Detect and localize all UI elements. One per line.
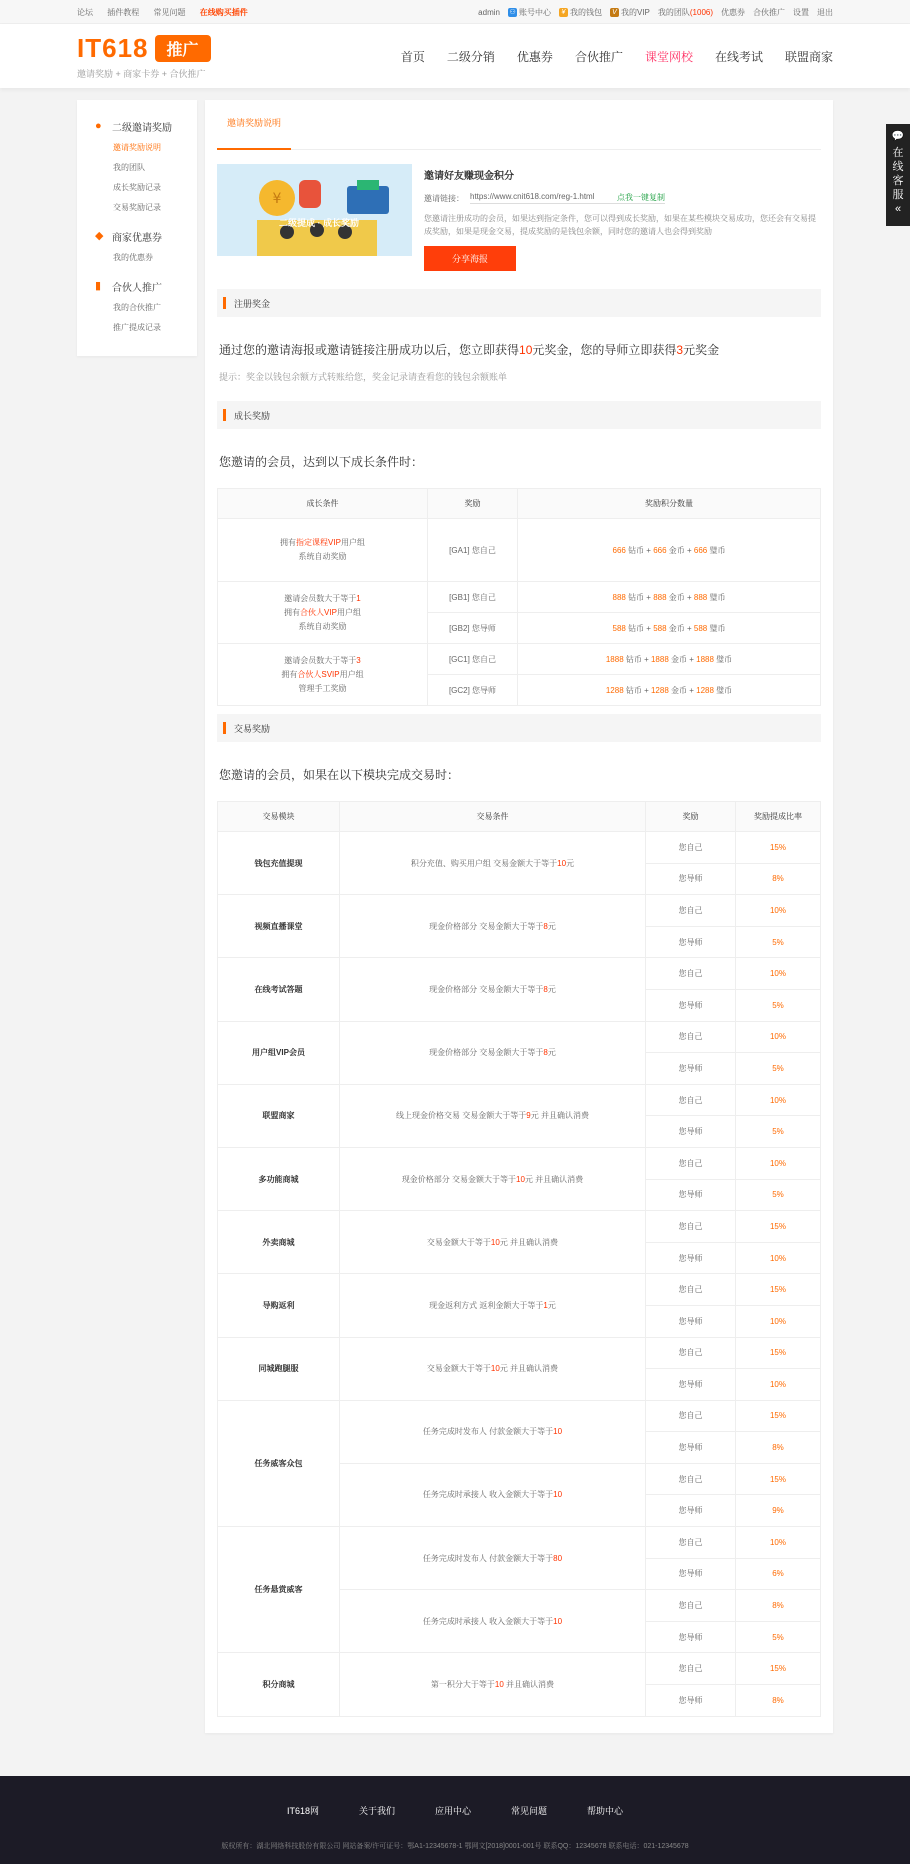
nav-home[interactable]: 首页 [400, 49, 425, 64]
main-content [205, 100, 833, 1733]
register-tip: 提示：奖金以钱包余额方式转账给您，奖金记录请查看您的钱包余额账单 [219, 372, 508, 382]
online-service-button[interactable] [886, 124, 910, 226]
reward-target: 您自己 [646, 958, 736, 990]
footer-link-apps[interactable]: 应用中心 [434, 1806, 471, 1816]
reward-rate: 15% [736, 1211, 821, 1243]
sidebar-group-invite[interactable] [77, 114, 197, 138]
sidebar-group-title: 商家优惠券 [112, 232, 162, 244]
nav-school[interactable]: 课堂网校 [644, 49, 693, 64]
reward-rate: 10% [736, 1147, 821, 1179]
trade-module: 任务悬赏威客 [218, 1527, 340, 1653]
logout-link[interactable]: 退出 [817, 7, 833, 17]
reward-rate: 10% [736, 895, 821, 927]
team-link[interactable]: 我的团队 (1006) [657, 7, 713, 17]
trade-module: 钱包充值提现 [218, 832, 340, 895]
nav-distribution[interactable]: 二级分销 [446, 49, 495, 64]
growth-table [217, 488, 821, 706]
invite-link[interactable]: https://www.cnit618.com/reg-1.html [470, 192, 595, 201]
trade-condition: 任务完成时承接人 收入金额大于等于10 [340, 1463, 646, 1526]
main-nav [379, 48, 833, 65]
reward-target: 您导师 [646, 989, 736, 1021]
reward-target: 您导师 [646, 1685, 736, 1717]
reward-target: 您导师 [646, 1432, 736, 1464]
wallet-link[interactable]: ¥ 我的钱包 [559, 7, 602, 18]
table-header: 成长条件 [218, 489, 428, 519]
wallet-icon: ¥ [559, 8, 568, 17]
copy-link-button[interactable]: 点我一键复制 [617, 193, 665, 202]
footer-link-faq[interactable]: 常见问题 [511, 1806, 548, 1816]
reward-rate: 5% [736, 1621, 821, 1653]
reward-rate: 5% [736, 926, 821, 958]
trade-module: 积分商城 [218, 1653, 340, 1716]
reward-target: 您自己 [646, 1021, 736, 1053]
intro-title: 邀请好友赚现金积分 [424, 171, 514, 182]
reward-rate: 10% [736, 1242, 821, 1274]
person-icon: ● [95, 119, 102, 132]
sidebar-group-title: 二级邀请奖励 [112, 122, 172, 134]
reward-rate: 9% [736, 1495, 821, 1527]
trade-condition: 现金价格部分 交易金额大于等于8元 [340, 895, 646, 958]
reward-rate: 8% [736, 863, 821, 895]
reward-rate: 5% [736, 1116, 821, 1148]
reward-target: 您导师 [646, 1242, 736, 1274]
sidebar-item-my-team[interactable]: 我的团队 [113, 163, 145, 172]
reward-rate: 10% [736, 1305, 821, 1337]
trade-condition: 现金返利方式 返利金额大于等于1元 [340, 1274, 646, 1337]
register-bonus-text: 通过您的邀请海报或邀请链接注册成功以后，您立即获得10元奖金，您的导师立即获得3元奖金 [219, 343, 720, 357]
trade-intro: 您邀请的会员，如果在以下模块完成交易时： [219, 768, 460, 782]
settings-link[interactable]: 设置 [793, 7, 809, 17]
chat-icon: 💬 [891, 131, 905, 142]
reward-rate: 5% [736, 1179, 821, 1211]
reward-target: 您自己 [646, 1337, 736, 1369]
topbar-link-tutorial[interactable]: 插件教程 [107, 7, 140, 17]
reward-target: 您导师 [646, 1305, 736, 1337]
section-trade-reward: 交易奖励 [217, 714, 821, 742]
reward-target: 您导师 [646, 926, 736, 958]
reward-target: 您导师 [646, 1116, 736, 1148]
trade-condition: 积分充值、购买用户组 交易金额大于等于10元 [340, 832, 646, 895]
table-header: 奖励提成比率 [736, 802, 821, 832]
user-icon: ⚇ [509, 8, 516, 16]
reward-target: 您自己 [646, 1463, 736, 1495]
reward-target: 您自己 [646, 1274, 736, 1306]
reward-target: 您自己 [646, 1211, 736, 1243]
double-chevron-left-icon: « [894, 203, 902, 215]
reward-rate: 6% [736, 1558, 821, 1590]
growth-condition: 拥有指定课程VIP用户组 系统自动奖励 [218, 519, 428, 582]
topbar-link-faq[interactable]: 常见问题 [153, 7, 186, 17]
reward-rate: 15% [736, 1653, 821, 1685]
nav-exam[interactable]: 在线考试 [714, 49, 763, 64]
table-header: 交易条件 [340, 802, 646, 832]
trade-module: 导购返利 [218, 1274, 340, 1337]
trade-condition: 现金价格部分 交易金额大于等于8元 [340, 1021, 646, 1084]
reward-rate: 10% [736, 1084, 821, 1116]
site-header [0, 24, 910, 88]
reward-rate: 5% [736, 1053, 821, 1085]
reward-amount: 666 钻币 + 666 金币 + 666 璧币 [518, 519, 821, 582]
top-bar [0, 0, 910, 24]
footer-link-home[interactable]: IT618网 [286, 1806, 319, 1816]
sidebar-item-my-partner[interactable]: 我的合伙推广 [113, 303, 161, 312]
topbar-link-forum[interactable]: 论坛 [77, 7, 93, 17]
trade-condition: 现金价格部分 交易金额大于等于8元 [340, 958, 646, 1021]
username-link[interactable]: admin [478, 7, 500, 17]
invite-link-label: 邀请链接： [424, 193, 464, 203]
table-header: 奖励积分数量 [518, 489, 821, 519]
table-header: 奖励 [646, 802, 736, 832]
reward-target: 您导师 [646, 1179, 736, 1211]
share-poster-button[interactable]: 分享海报 [424, 246, 516, 271]
trade-module: 任务威客众包 [218, 1400, 340, 1526]
online-service-label: 在线客服 [892, 147, 904, 201]
reward-rate: 15% [736, 1337, 821, 1369]
sidebar-item-growth-records[interactable]: 成长奖励记录 [113, 183, 161, 192]
reward-target: 您导师 [646, 1495, 736, 1527]
reward-target: 您导师 [646, 1053, 736, 1085]
intro-description: 您邀请注册成功的会员，如果达到指定条件，您可以得到成长奖励，如果在某些模块交易成功，您还会有交易提成奖励，如果是现金交易，提成奖励的是钱包余额，同时您的邀请人也会得到奖励 [424, 214, 816, 236]
sidebar-item-my-coupons[interactable]: 我的优惠券 [113, 253, 153, 262]
trade-module: 同城跑腿服 [218, 1337, 340, 1400]
trade-condition: 任务完成时发布人 付款金额大于等于80 [340, 1527, 646, 1590]
reward-target: [GC2] 您导师 [428, 675, 518, 706]
sidebar-item-trade-records[interactable]: 交易奖励记录 [113, 203, 161, 212]
sidebar-group-partner[interactable] [77, 274, 197, 298]
nav-merchants[interactable]: 联盟商家 [784, 49, 833, 64]
promo-banner-image [217, 164, 412, 256]
trade-module: 视频直播课堂 [218, 895, 340, 958]
reward-amount: 588 钻币 + 588 金币 + 588 璧币 [518, 613, 821, 644]
cube-icon: ◆ [95, 229, 104, 242]
logo[interactable] [77, 33, 211, 80]
account-center-link[interactable]: ⚇ 账号中心 [509, 7, 551, 17]
reward-rate: 10% [736, 958, 821, 990]
trade-module: 联盟商家 [218, 1084, 340, 1147]
reward-rate: 5% [736, 989, 821, 1021]
footer-link-help[interactable]: 帮助中心 [587, 1806, 624, 1816]
reward-target: 您导师 [646, 1558, 736, 1590]
trade-module: 用户组VIP会员 [218, 1021, 340, 1084]
sidebar [77, 100, 197, 356]
reward-target: [GB1] 您自己 [428, 582, 518, 613]
nav-coupon[interactable]: 优惠券 [516, 49, 553, 64]
site-footer [0, 1776, 910, 1864]
reward-rate: 10% [736, 1527, 821, 1559]
reward-rate: 8% [736, 1685, 821, 1717]
reward-target: 您自己 [646, 1590, 736, 1622]
reward-target: 您导师 [646, 1621, 736, 1653]
reward-rate: 8% [736, 1432, 821, 1464]
trade-condition: 线上现金价格交易 交易金额大于等于9元 并且确认消费 [340, 1084, 646, 1147]
nav-partner[interactable]: 合伙推广 [574, 49, 623, 64]
trade-module: 在线考试答题 [218, 958, 340, 1021]
reward-target: 您自己 [646, 832, 736, 864]
reward-target: 您自己 [646, 1653, 736, 1685]
reward-target: 您导师 [646, 863, 736, 895]
footer-link-about[interactable]: 关于我们 [358, 1806, 395, 1816]
reward-target: 您自己 [646, 1527, 736, 1559]
trade-module: 多功能商城 [218, 1147, 340, 1210]
logo-slogan: 邀请奖励 + 商家卡券 + 合伙推广 [77, 68, 206, 79]
section-growth-reward: 成长奖励 [217, 401, 821, 429]
reward-rate: 15% [736, 1274, 821, 1306]
vip-link[interactable]: V 我的VIP [610, 7, 650, 18]
tab-invite-rules[interactable]: 邀请奖励说明 [217, 100, 291, 150]
bar-chart-icon: ▮ [95, 279, 102, 292]
logo-text: IT618 [77, 32, 149, 63]
coupon-link[interactable]: 优惠券 [721, 7, 745, 17]
reward-target: 您自己 [646, 1084, 736, 1116]
reward-target: [GA1] 您自己 [428, 519, 518, 582]
logo-badge: 推广 [155, 35, 211, 62]
trade-condition: 任务完成时发布人 付款金额大于等于10 [340, 1400, 646, 1463]
reward-target: 您自己 [646, 1147, 736, 1179]
trade-condition: 交易金额大于等于10元 并且确认消费 [340, 1211, 646, 1274]
reward-amount: 1288 钻币 + 1288 金币 + 1288 璧币 [518, 675, 821, 706]
topbar-link-buy[interactable]: 在线购买插件 [199, 7, 248, 17]
trade-module: 外卖商城 [218, 1211, 340, 1274]
sidebar-group-coupon[interactable] [77, 224, 197, 248]
trade-condition: 任务完成时承接人 收入金额大于等于10 [340, 1590, 646, 1653]
table-header: 交易模块 [218, 802, 340, 832]
reward-rate: 8% [736, 1590, 821, 1622]
reward-rate: 15% [736, 832, 821, 864]
table-header: 奖励 [428, 489, 518, 519]
trade-condition: 交易金额大于等于10元 并且确认消费 [340, 1337, 646, 1400]
growth-condition: 邀请会员数大于等于3 拥有合伙人SVIP用户组 管理手工奖励 [218, 644, 428, 706]
reward-target: [GB2] 您导师 [428, 613, 518, 644]
reward-amount: 888 钻币 + 888 金币 + 888 璧币 [518, 582, 821, 613]
reward-target: 您自己 [646, 1400, 736, 1432]
reward-target: [GC1] 您自己 [428, 644, 518, 675]
svg-text:¥: ¥ [272, 191, 282, 207]
reward-amount: 1888 钻币 + 1888 金币 + 1888 璧币 [518, 644, 821, 675]
growth-intro: 您邀请的会员，达到以下成长条件时： [219, 455, 424, 469]
sidebar-item-commission-records[interactable]: 推广提成记录 [113, 323, 161, 332]
reward-target: 您自己 [646, 895, 736, 927]
reward-rate: 15% [736, 1463, 821, 1495]
reward-rate: 10% [736, 1021, 821, 1053]
trade-condition: 现金价格部分 交易金额大于等于10元 并且确认消费 [340, 1147, 646, 1210]
sidebar-item-invite-rules[interactable]: 邀请奖励说明 [113, 143, 161, 152]
trade-table [217, 801, 821, 1717]
reward-rate: 10% [736, 1369, 821, 1401]
reward-target: 您导师 [646, 1369, 736, 1401]
growth-condition: 邀请会员数大于等于1 拥有合伙人VIP用户组 系统自动奖励 [218, 582, 428, 644]
trade-condition: 第一积分大于等于10 并且确认消费 [340, 1653, 646, 1716]
sidebar-group-title: 合伙人推广 [112, 282, 162, 294]
banner-caption: 二级提成 · 成长奖励 [279, 218, 359, 228]
footer-copyright: 版权所有：湖北网络科技股份有限公司 网站备案/许可证号：鄂A1-12345678-1 鄂网文[2018]0001-001号 联系QQ：12345678 联系电话：021-12345678 [221, 1843, 689, 1850]
reward-rate: 15% [736, 1400, 821, 1432]
partner-link[interactable]: 合伙推广 [753, 7, 785, 17]
section-register-bonus: 注册奖金 [217, 289, 821, 317]
vip-icon: V [610, 8, 619, 17]
